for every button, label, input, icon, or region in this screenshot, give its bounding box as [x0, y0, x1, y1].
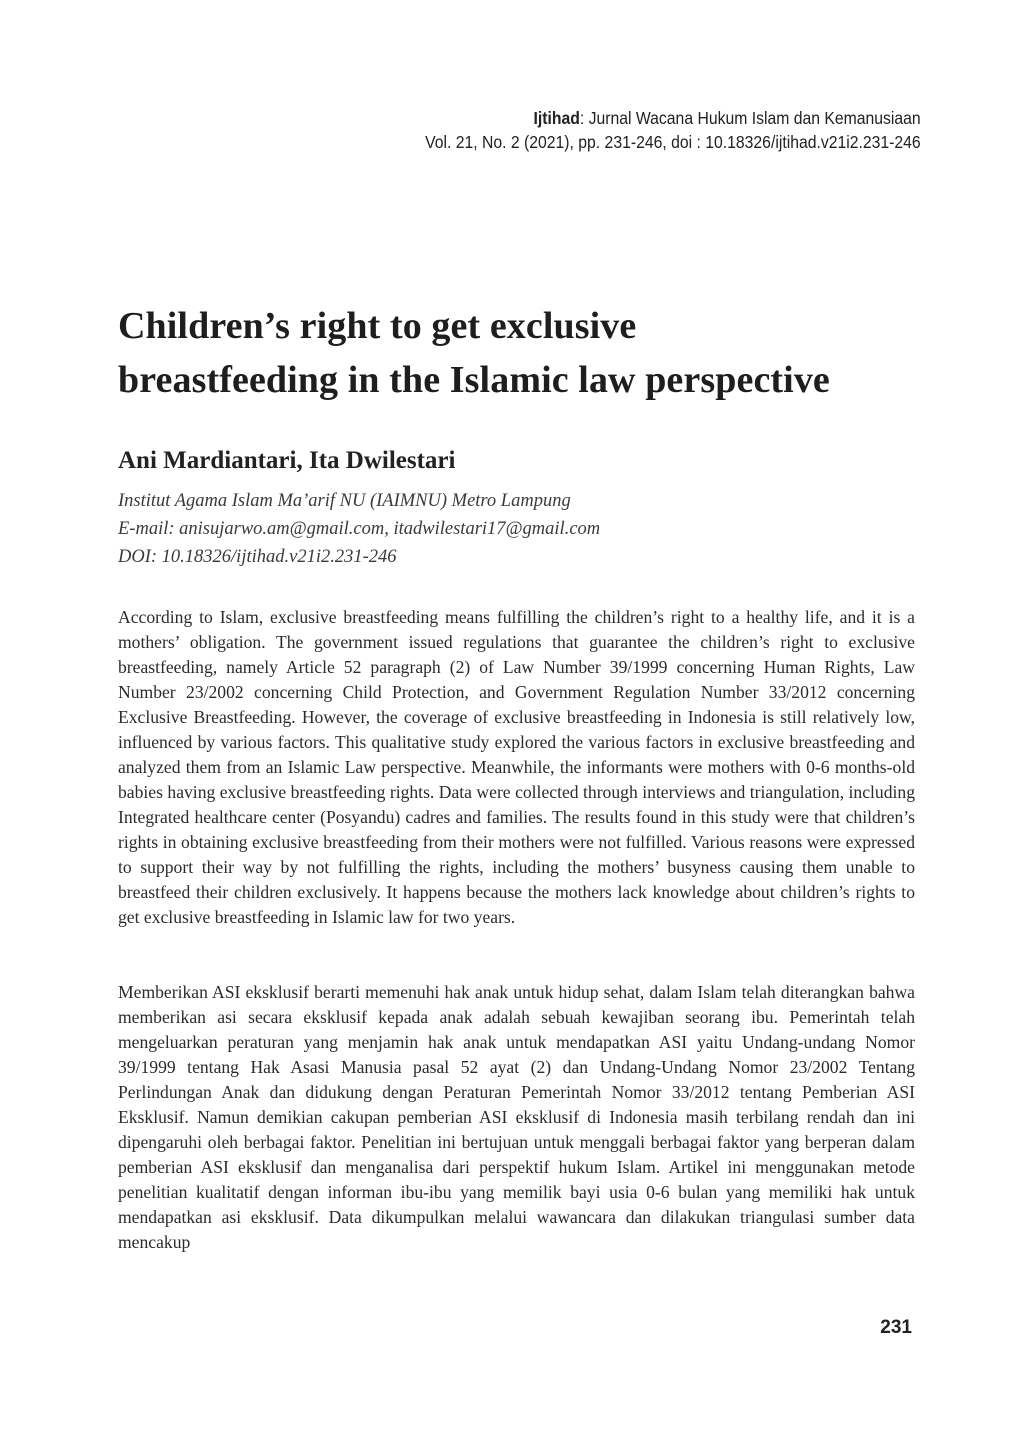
abstract-indonesian: Memberikan ASI eksklusif berarti memenuhi hak anak untuk hidup sehat, dalam Islam telah diterangkan bahwa memberikan asi secara eksklusif kepada anak adalah sebuah kewajiban seorang ibu. Pemerintah telah mengeluarkan peraturan yang menjamin hak anak untuk mendapatkan ASI yaitu Undang-undang Nomor 39/1999 tentang Hak Asasi Manusia pasal 52 ayat (2) dan Undang-Undang Nomor 23/2002 Tentang Perlindungan Anak dan didukung dengan Peraturan Pemerintah Nomor 33/2012 tentang Pemberian ASI Eksklusif. Namun demikian cakupan pemberian ASI eksklusif di Indonesia masih terbilang rendah dan ini dipengaruhi oleh berbagai faktor. Penelitian ini bertujuan untuk menggali berbagai faktor yang berperan dalam pemberian ASI eksklusif dan menganalisa dari perspektif hukum Islam. Artikel ini menggunakan metode penelitian kualitatif dengan informan ibu-ibu yang memilik bayi usia 0-6 bulan yang memiliki hak untuk mendapatkan asi eksklusif. Data dikumpulkan melalui wawancara dan dilakukan triangulasi sumber data mencakup: [118, 982, 915, 1252]
journal-title-line: [425, 106, 921, 130]
author-email: E-mail: anisujarwo.am@gmail.com, itadwilestari17@gmail.com: [118, 519, 601, 539]
author-affiliation-block: [118, 487, 600, 571]
article-doi: DOI: 10.18326/ijtihad.v21i2.231-246: [118, 547, 397, 567]
journal-citation: Vol. 21, No. 2 (2021), pp. 231-246, doi : 10.18326/ijtihad.v21i2.231-246: [425, 132, 921, 152]
article-title: [118, 299, 938, 407]
page-number: 231: [880, 1317, 912, 1338]
journal-name: Ijtihad: [533, 108, 581, 128]
journal-header: [425, 106, 921, 154]
journal-subtitle: : Jurnal Wacana Hukum Islam dan Kemanusiaan: [580, 108, 921, 128]
article-title-line-2: breastfeeding in the Islamic law perspective: [118, 359, 830, 401]
author-institution: Institut Agama Islam Ma’arif NU (IAIMNU) Metro Lampung: [118, 491, 571, 511]
article-authors: Ani Mardiantari, Ita Dwilestari: [118, 447, 456, 474]
article-title-line-1: Children’s right to get exclusive: [118, 305, 637, 347]
abstract-english: According to Islam, exclusive breastfeeding means fulfilling the children’s right to a healthy life, and it is a mothers’ obligation. The government issued regulations that guarantee the children’s right to exclusive breastfeeding, namely Article 52 paragraph (2) of Law Number 39/1999 concerning Human Rights, Law Number 23/2002 concerning Child Protection, and Government Regulation Number 33/2012 concerning Exclusive Breastfeeding. However, the coverage of exclusive breastfeeding in Indonesia is still relatively low, influenced by various factors. This qualitative study explored the various factors in exclusive breastfeeding and analyzed them from an Islamic Law perspective. Meanwhile, the informants were mothers with 0-6 months-old babies having exclusive breastfeeding rights. Data were collected through interviews and triangulation, including Integrated healthcare center (Posyandu) cadres and families. The results found in this study were that children’s rights in obtaining exclusive breastfeeding from their mothers were not fulfilled. Various reasons were expressed to support their way by not fulfilling the rights, including the mothers’ busyness causing them unable to breastfeed their children exclusively. It happens because the mothers lack knowledge about children’s rights to get exclusive breastfeeding in Islamic law for two years.: [118, 607, 915, 927]
